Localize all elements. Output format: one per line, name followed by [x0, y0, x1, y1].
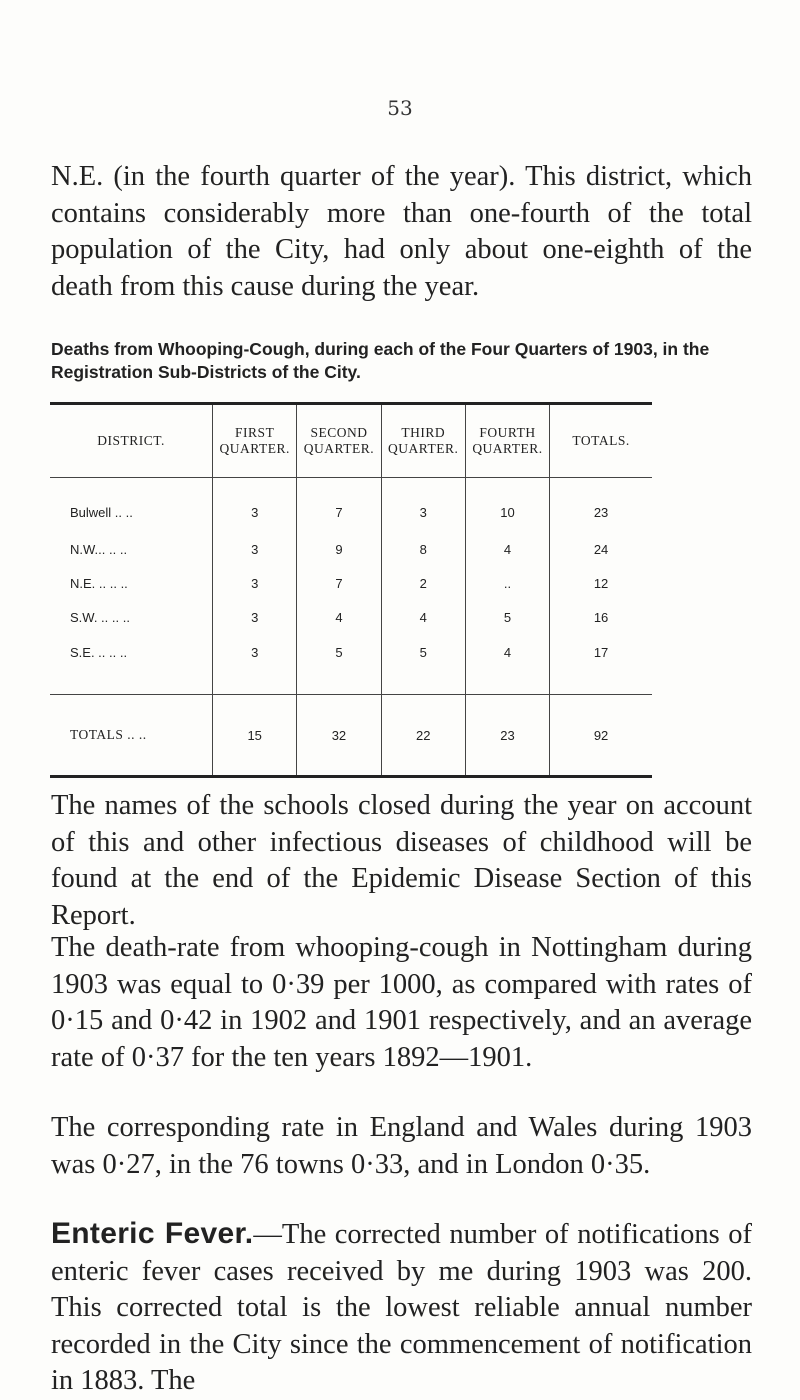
england-wales-rate-paragraph: The corresponding rate in England and Wales during 1903 was 0·27, in the 76 towns 0·33, and in London 0·35.	[51, 1112, 752, 1180]
total-cell: 12	[593, 576, 609, 592]
totals-label-cell: TOTALS .. ..	[50, 695, 213, 775]
value-cell: 7	[297, 567, 381, 601]
spacer-cell	[297, 669, 381, 695]
table-row	[50, 567, 652, 601]
value-cell: 5	[381, 635, 465, 669]
value-cell: 4	[381, 601, 465, 635]
column-header-first-quarter: FIRST QUARTER.	[213, 405, 297, 478]
totals-value-cell: 32	[297, 695, 381, 775]
enteric-fever-paragraph	[51, 1216, 752, 1400]
enteric-fever-heading: Enteric Fever.	[51, 1217, 254, 1250]
total-cell: 17	[593, 644, 609, 660]
total-cell: 24	[593, 542, 609, 558]
enteric-fever-text: —The corrected number of notifications of enteric fever cases received by me during 1903 was 200. This corrected total is the lowest reliable annual number recorded in the City since the commencement of notification in 1883. The	[51, 1219, 752, 1396]
district-cell: S.E. .. .. ..	[50, 635, 213, 669]
page-number: 53	[387, 96, 413, 120]
value-cell: 3	[213, 533, 297, 567]
district-cell: S.W. .. .. ..	[50, 601, 213, 635]
totals-value-cell: 23	[465, 695, 549, 775]
total-cell: 16	[593, 610, 609, 626]
spacer-cell	[550, 669, 652, 695]
value-cell: 4	[465, 533, 549, 567]
value-cell: 10	[465, 478, 549, 533]
schools-closed-paragraph: The names of the schools closed during the year on account of this and other infectious diseases of childhood will be found at the end of the Epidemic Disease Section of this Report.	[51, 790, 752, 931]
value-cell: 5	[465, 601, 549, 635]
table-row	[50, 533, 652, 567]
column-header-fourth-quarter: FOURTH QUARTER.	[465, 405, 549, 478]
whooping-cough-table	[50, 402, 652, 778]
value-cell: ..	[465, 567, 549, 601]
column-header-district: DISTRICT.	[50, 405, 213, 478]
value-cell: 9	[297, 533, 381, 567]
total-cell: 23	[593, 504, 609, 520]
value-cell: 4	[297, 601, 381, 635]
value-cell: 5	[297, 635, 381, 669]
table-row	[50, 601, 652, 635]
value-cell: 4	[465, 635, 549, 669]
value-cell: 8	[381, 533, 465, 567]
death-rate-paragraph: The death-rate from whooping-cough in Nottingham during 1903 was equal to 0·39 per 1000, as compared with rates of 0·15 and 0·42 in 1902 and 1901 respectively, and an average rate of 0·37 for the ten years 1892—1901.	[51, 932, 752, 1073]
spacer-cell	[381, 669, 465, 695]
spacer-cell	[213, 669, 297, 695]
totals-value-cell: 22	[381, 695, 465, 775]
value-cell: 2	[381, 567, 465, 601]
district-cell: N.W... .. ..	[50, 533, 213, 567]
totals-value-cell: 15	[213, 695, 297, 775]
district-cell: Bulwell .. ..	[50, 478, 213, 533]
value-cell: 3	[213, 478, 297, 533]
table-spacer-row	[50, 669, 652, 695]
value-cell: 3	[213, 635, 297, 669]
value-cell: 7	[297, 478, 381, 533]
spacer-cell	[50, 669, 213, 695]
column-header-third-quarter: THIRD QUARTER.	[381, 405, 465, 478]
value-cell: 3	[381, 478, 465, 533]
value-cell: 3	[213, 601, 297, 635]
table-row	[50, 635, 652, 669]
spacer-cell	[465, 669, 549, 695]
table-row	[50, 478, 652, 533]
column-header-second-quarter: SECOND QUARTER.	[297, 405, 381, 478]
column-header-totals: TOTALS.	[550, 405, 652, 478]
value-cell: 3	[213, 567, 297, 601]
grand-total-cell: 92	[550, 695, 652, 775]
table-header-row	[50, 405, 652, 478]
intro-paragraph: N.E. (in the fourth quarter of the year). This district, which contains considerably more than one-fourth of the total population of the City, had only about one-eighth of the death from this cause during the year.	[51, 161, 752, 302]
district-cell: N.E. .. .. ..	[50, 567, 213, 601]
table-heading: Deaths from Whooping-Cough, during each of the Four Quarters of 1903, in the Registration Sub-Districts of the City.	[51, 339, 710, 382]
totals-row	[50, 695, 652, 775]
